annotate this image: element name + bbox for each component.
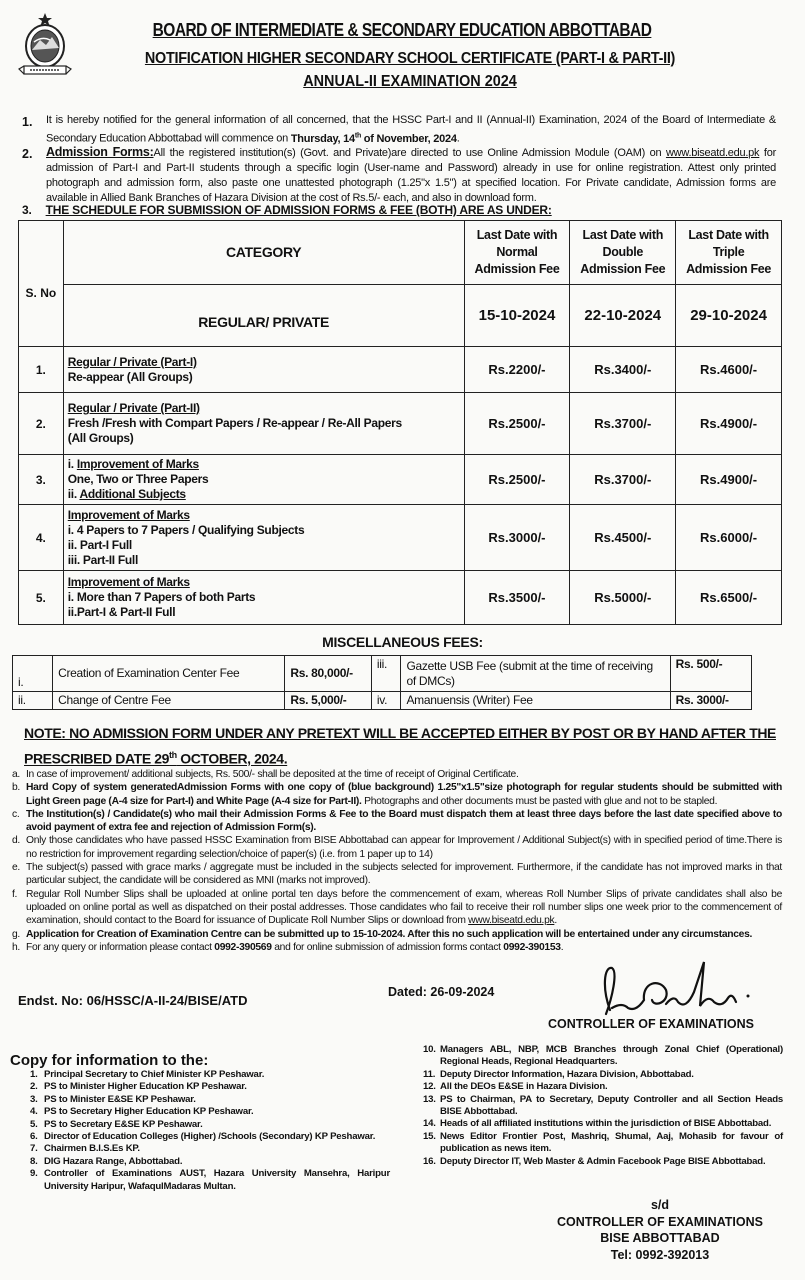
row-sno: 2. <box>19 393 64 455</box>
triple-fee-header: Last Date with Triple Admission Fee <box>676 221 782 285</box>
misc-fee-row <box>13 692 752 710</box>
triple-fee-date: 29-10-2024 <box>676 285 782 347</box>
instruction-item <box>12 768 782 781</box>
row-sno: 3. <box>19 455 64 505</box>
instruction-letter: c. <box>12 808 20 820</box>
handwritten-signature-icon <box>582 958 762 1018</box>
para-number: 2. <box>22 147 33 161</box>
row-sno: 1. <box>19 347 64 393</box>
schedule-row <box>19 455 782 505</box>
copy-recipient: 1. Principal Secretary to Chief Minister KP Peshawar. <box>30 1069 265 1080</box>
copy-recipient: 7. Chairmen B.I.S.Es KP. <box>30 1143 140 1155</box>
double-fee-header: Last Date with Double Admission Fee <box>570 221 676 285</box>
endorsement-number: Endst. No: 06/HSSC/A-II-24/BISE/ATD <box>18 993 248 1008</box>
category-line: iii. Part-II Full <box>67 552 138 567</box>
category-line: Regular / Private (Part-I) <box>67 354 197 369</box>
notification-title: NOTIFICATION HIGHER SECONDARY SCHOOL CERTIFICATE (PART-I & PART-II) <box>144 50 676 67</box>
sno-header: S. No <box>19 221 64 347</box>
category-header: CATEGORY <box>63 221 464 285</box>
triple-fee: Rs.6000/- <box>676 505 782 571</box>
online-phone: 0992-390153 <box>503 941 561 953</box>
triple-fee: Rs.6500/- <box>676 571 782 625</box>
row-sno: 4. <box>19 505 64 571</box>
commencement-date: Thursday, 14th of November, 2024 <box>290 132 457 145</box>
row-category <box>63 393 464 455</box>
copy-recipient: 10. Managers ABL, NBP, MCB Branches through Zonal Chief (Operational) Regional Heads, Regional Headquarters. <box>423 1044 783 1068</box>
query-phone: 0992-390569 <box>214 941 272 953</box>
triple-fee: Rs.4900/- <box>676 455 782 505</box>
row-category <box>63 505 464 571</box>
copy-for-information-title: Copy for information to the: <box>10 1052 209 1069</box>
misc-description: Change of Centre Fee <box>53 692 285 710</box>
copy-recipient: 5. PS to Secretary E&SE KP Peshawar. <box>30 1118 203 1130</box>
instruction-letter: e. <box>12 862 20 874</box>
triple-fee: Rs.4600/- <box>676 347 782 393</box>
schedule-heading: 3. THE SCHEDULE FOR SUBMISSION OF ADMISSION FORMS & FEE (BOTH) ARE AS UNDER: <box>22 203 552 217</box>
footer-title: CONTROLLER OF EXAMINATIONS <box>556 1214 763 1229</box>
deadline-note: NOTE: NO ADMISSION FORM UNDER ANY PRETEXT WILL BE ACCEPTED EITHER BY POST OR BY HAND AFTER THE PRESCRIBED DATE 29th OCTOBER, 2024. <box>24 725 776 767</box>
category-line: One, Two or Three Papers <box>67 472 209 486</box>
board-name-heading: BOARD OF INTERMEDIATE & SECONDARY EDUCATION ABBOTTABAD <box>152 20 652 40</box>
double-fee: Rs.3700/- <box>570 455 676 505</box>
sd-label: s/d <box>650 1198 670 1212</box>
copy-recipient: 14. Heads of all affiliated institutions within the jurisdiction of BISE Abbottabad. <box>423 1118 772 1130</box>
instruction-text: Hard Copy of system generatedAdmission Forms with one copy of (blue background) 1.25"x1.5"size photograph for regular students should be submitted with Light Green page (A-4 size for Part-I) and White Page (A-4 size for Part-II). Photographs and other documents must be pasted with glue and not to be stapled. <box>26 782 782 807</box>
copy-recipient: 15. News Editor Frontier Post, Mashriq, Shumal, Aaj, Mohasib for favour of publication as news item. <box>423 1130 783 1155</box>
copy-recipient: 4. PS to Secretary Higher Education KP Peshawar. <box>30 1106 254 1118</box>
row-sno: 5. <box>19 571 64 625</box>
normal-fee: Rs.3000/- <box>464 505 570 571</box>
instruction-letter: f. <box>12 888 18 900</box>
copy-recipients-left <box>30 1069 390 1193</box>
dated-label: Dated: 26-09-2024 <box>388 985 495 999</box>
misc-description: Gazette USB Fee (submit at the time of receiving of DMCs) <box>401 656 670 692</box>
misc-fees-title: MISCELLANEOUS FEES: <box>322 634 483 650</box>
para-number: 1. <box>22 115 33 129</box>
exam-title: ANNUAL-II EXAMINATION 2024 <box>303 73 517 90</box>
instruction-letter: g. <box>12 928 20 940</box>
para-admission-forms: Admission Forms:All the registered institution(s) (Govt. and Private)are directed to use Online Admission Module (OAM) on www.biseatd.edu.pk for admission of Part-I and Part-II students through a specific login (User-name and Password) already in use for online registration. Attest only printed photograph and admission form, also paste one unattested photograph (1.25"x 1.5") at specified location. For Private candidate, Admission forms are available in Allied Bank Branches of Hazara Division at the cost of Rs.5/- each, and also in download form. <box>46 145 776 204</box>
misc-fee: Rs. 500/- <box>670 656 751 692</box>
instruction-item <box>12 781 782 808</box>
category-line: i. More than 7 Papers of both Parts <box>67 590 256 604</box>
signatory-title: CONTROLLER OF EXAMINATIONS <box>548 1017 755 1031</box>
normal-fee: Rs.3500/- <box>464 571 570 625</box>
instruction-text: The Institution(s) / Candidate(s) who mail their Admission Forms & Fee to the Board must dispatch them at least three days before the last date specified above to avoid payment of extra fee and rejection of Admission Form(s). <box>26 808 782 834</box>
footer-signature-block <box>540 1197 780 1263</box>
category-line: Re-appear (All Groups) <box>67 369 193 384</box>
copy-recipient: 13. PS to Chairman, PA to Secretary, Deputy Controller and all Section Heads BISE Abbottabad. <box>423 1093 783 1118</box>
instruction-text: For any query or information please contact 0992-390569 and for online submission of admission forms contact 0992-390153. <box>26 941 564 953</box>
category-line: (All Groups) <box>67 431 134 445</box>
normal-fee: Rs.2500/- <box>464 393 570 455</box>
para-commencement: It is hereby notified for the general information of all concerned, that the HSSC Part-I and II (Annual-II) Examination, 2024 of the Board of Intermediate & Secondary Education Abbottabad will commence on Thursday, 14th of November, 2024. <box>46 114 776 145</box>
copy-recipient: 12. All the DEOs E&SE in Hazara Division. <box>423 1081 608 1093</box>
row-category <box>63 455 464 505</box>
instruction-item <box>12 888 782 928</box>
category-line: ii.Part-I & Part-II Full <box>67 605 176 619</box>
misc-number: ii. <box>13 692 53 710</box>
misc-fee: Rs. 80,000/- <box>285 656 372 692</box>
normal-fee-date: 15-10-2024 <box>464 285 570 347</box>
instruction-letter: a. <box>12 769 20 780</box>
normal-fee: Rs.2200/- <box>464 347 570 393</box>
bise-website-link[interactable]: www.biseatd.edu.pk <box>665 147 760 159</box>
para-text: It is hereby notified for the general information of all concerned, that the HSSC Part-I and II (Annual-II) Examination, 2024 of the Board of Intermediate & Secondary Education Abbottabad will commence on <box>46 114 776 145</box>
copy-recipient: 2. PS to Minister Higher Education KP Peshawar. <box>30 1081 247 1093</box>
instruction-letter: b. <box>12 782 20 794</box>
schedule-row <box>19 347 782 393</box>
double-fee-date: 22-10-2024 <box>570 285 676 347</box>
copy-recipients-right <box>423 1044 783 1168</box>
misc-fee: Rs. 5,000/- <box>285 692 372 710</box>
admission-schedule-table <box>18 220 782 625</box>
instruction-text: Only those candidates who have passed HSSC Examination from BISE Abbottabad can appear for Improvement / Additional Subject(s) with in specified period of time.There is no restriction for improvement regarding selection/choice of paper(s) (i.e. from 1 paper up to 14) <box>26 835 782 860</box>
misc-number: i. <box>13 656 53 692</box>
schedule-row <box>19 393 782 455</box>
double-fee: Rs.4500/- <box>570 505 676 571</box>
double-fee: Rs.3700/- <box>570 393 676 455</box>
copy-recipient: 3. PS to Minister E&SE KP Peshawar. <box>30 1093 196 1105</box>
category-line: ii. Part-I Full <box>67 537 132 552</box>
category-line: Fresh /Fresh with Compart Papers / Re-appear / Re-All Papers <box>67 416 402 430</box>
instruction-letter: h. <box>12 941 20 953</box>
copy-recipient: 6. Director of Education Colleges (Higher) /Schools (Secondary) KP Peshawar. <box>30 1131 376 1143</box>
normal-fee-header: Last Date with Normal Admission Fee <box>464 221 570 285</box>
triple-fee: Rs.4900/- <box>676 393 782 455</box>
double-fee: Rs.3400/- <box>570 347 676 393</box>
misc-number: iii. <box>371 656 401 692</box>
normal-fee: Rs.2500/- <box>464 455 570 505</box>
misc-description: Creation of Examination Center Fee <box>53 656 285 692</box>
row-category <box>63 571 464 625</box>
instruction-text: The subject(s) passed with grace marks / aggregate must be included in the subjects selected for improvement. Furthermore, if the candidate has not improved marks in that particular subject, the candidate will be considered as MNI (marks not improved). <box>26 862 782 887</box>
copy-recipient: 8. DIG Hazara Range, Abbottabad. <box>30 1155 183 1167</box>
footer-tel: Tel: 0992-392013 <box>610 1247 710 1262</box>
schedule-row <box>19 571 782 625</box>
category-line: Improvement of Marks <box>67 507 190 522</box>
row-category <box>63 347 464 393</box>
category-line: i. 4 Papers to 7 Papers / Qualifying Subjects <box>67 522 305 537</box>
misc-fee-row <box>13 656 752 692</box>
double-fee: Rs.5000/- <box>570 571 676 625</box>
instruction-item <box>12 861 782 888</box>
instruction-item <box>12 808 782 835</box>
instruction-letter: d. <box>12 835 20 847</box>
footer-office: BISE ABBOTTABAD <box>600 1231 720 1245</box>
regular-private-label: REGULAR/ PRIVATE <box>63 285 464 347</box>
category-line: Improvement of Marks <box>67 575 190 589</box>
schedule-row <box>19 505 782 571</box>
misc-fees-table <box>12 655 752 710</box>
copy-recipient: 9. Controller of Examinations AUST, Hazara University Mansehra, Haripur University Haripur, WafaqulMadaras Multan. <box>30 1168 390 1192</box>
instruction-item <box>12 941 782 954</box>
misc-fee: Rs. 3000/- <box>670 692 751 710</box>
instruction-item <box>12 928 782 941</box>
bise-website-link[interactable]: www.biseatd.edu.pk <box>468 915 555 927</box>
instruction-item <box>12 834 782 861</box>
category-line: i. Improvement of Marks <box>67 457 199 471</box>
category-line: ii. Additional Subjects <box>67 487 186 501</box>
copy-recipient: 11. Deputy Director Information, Hazara Division, Abbottabad. <box>423 1068 694 1080</box>
category-line: Regular / Private (Part-II) <box>67 401 200 415</box>
instruction-text: Application for Creation of Examination Centre can be submitted up to 15-10-2024. After this no such application will be entertained under any circumstances. <box>26 928 753 940</box>
misc-description: Amanuensis (Writer) Fee <box>401 692 670 710</box>
board-crest-logo-icon <box>18 12 72 78</box>
instruction-text: In case of improvement/ additional subjects, Rs. 500/- shall be deposited at the time of receipt of Original Certificate. <box>26 769 519 780</box>
instruction-text: Regular Roll Number Slips shall be uploaded at online portal ten days before the commencement of exam, whereas Roll Number Slips of private candidates shall also be uploaded on online portal as well as dispatched on their postal addresses. Those candidates who fail to receive their roll number slips one week prior to the commencement of examination, should contact to the Board for issuance of Duplicate Roll Number Slips or download from www.biseatd.edu.pk. <box>26 888 782 927</box>
copy-recipient: 16. Deputy Director IT, Web Master & Admin Facebook Page BISE Abbottabad. <box>423 1155 766 1167</box>
instructions-list <box>12 768 782 954</box>
misc-number: iv. <box>371 692 401 710</box>
admission-forms-label: Admission Forms: <box>46 145 154 159</box>
